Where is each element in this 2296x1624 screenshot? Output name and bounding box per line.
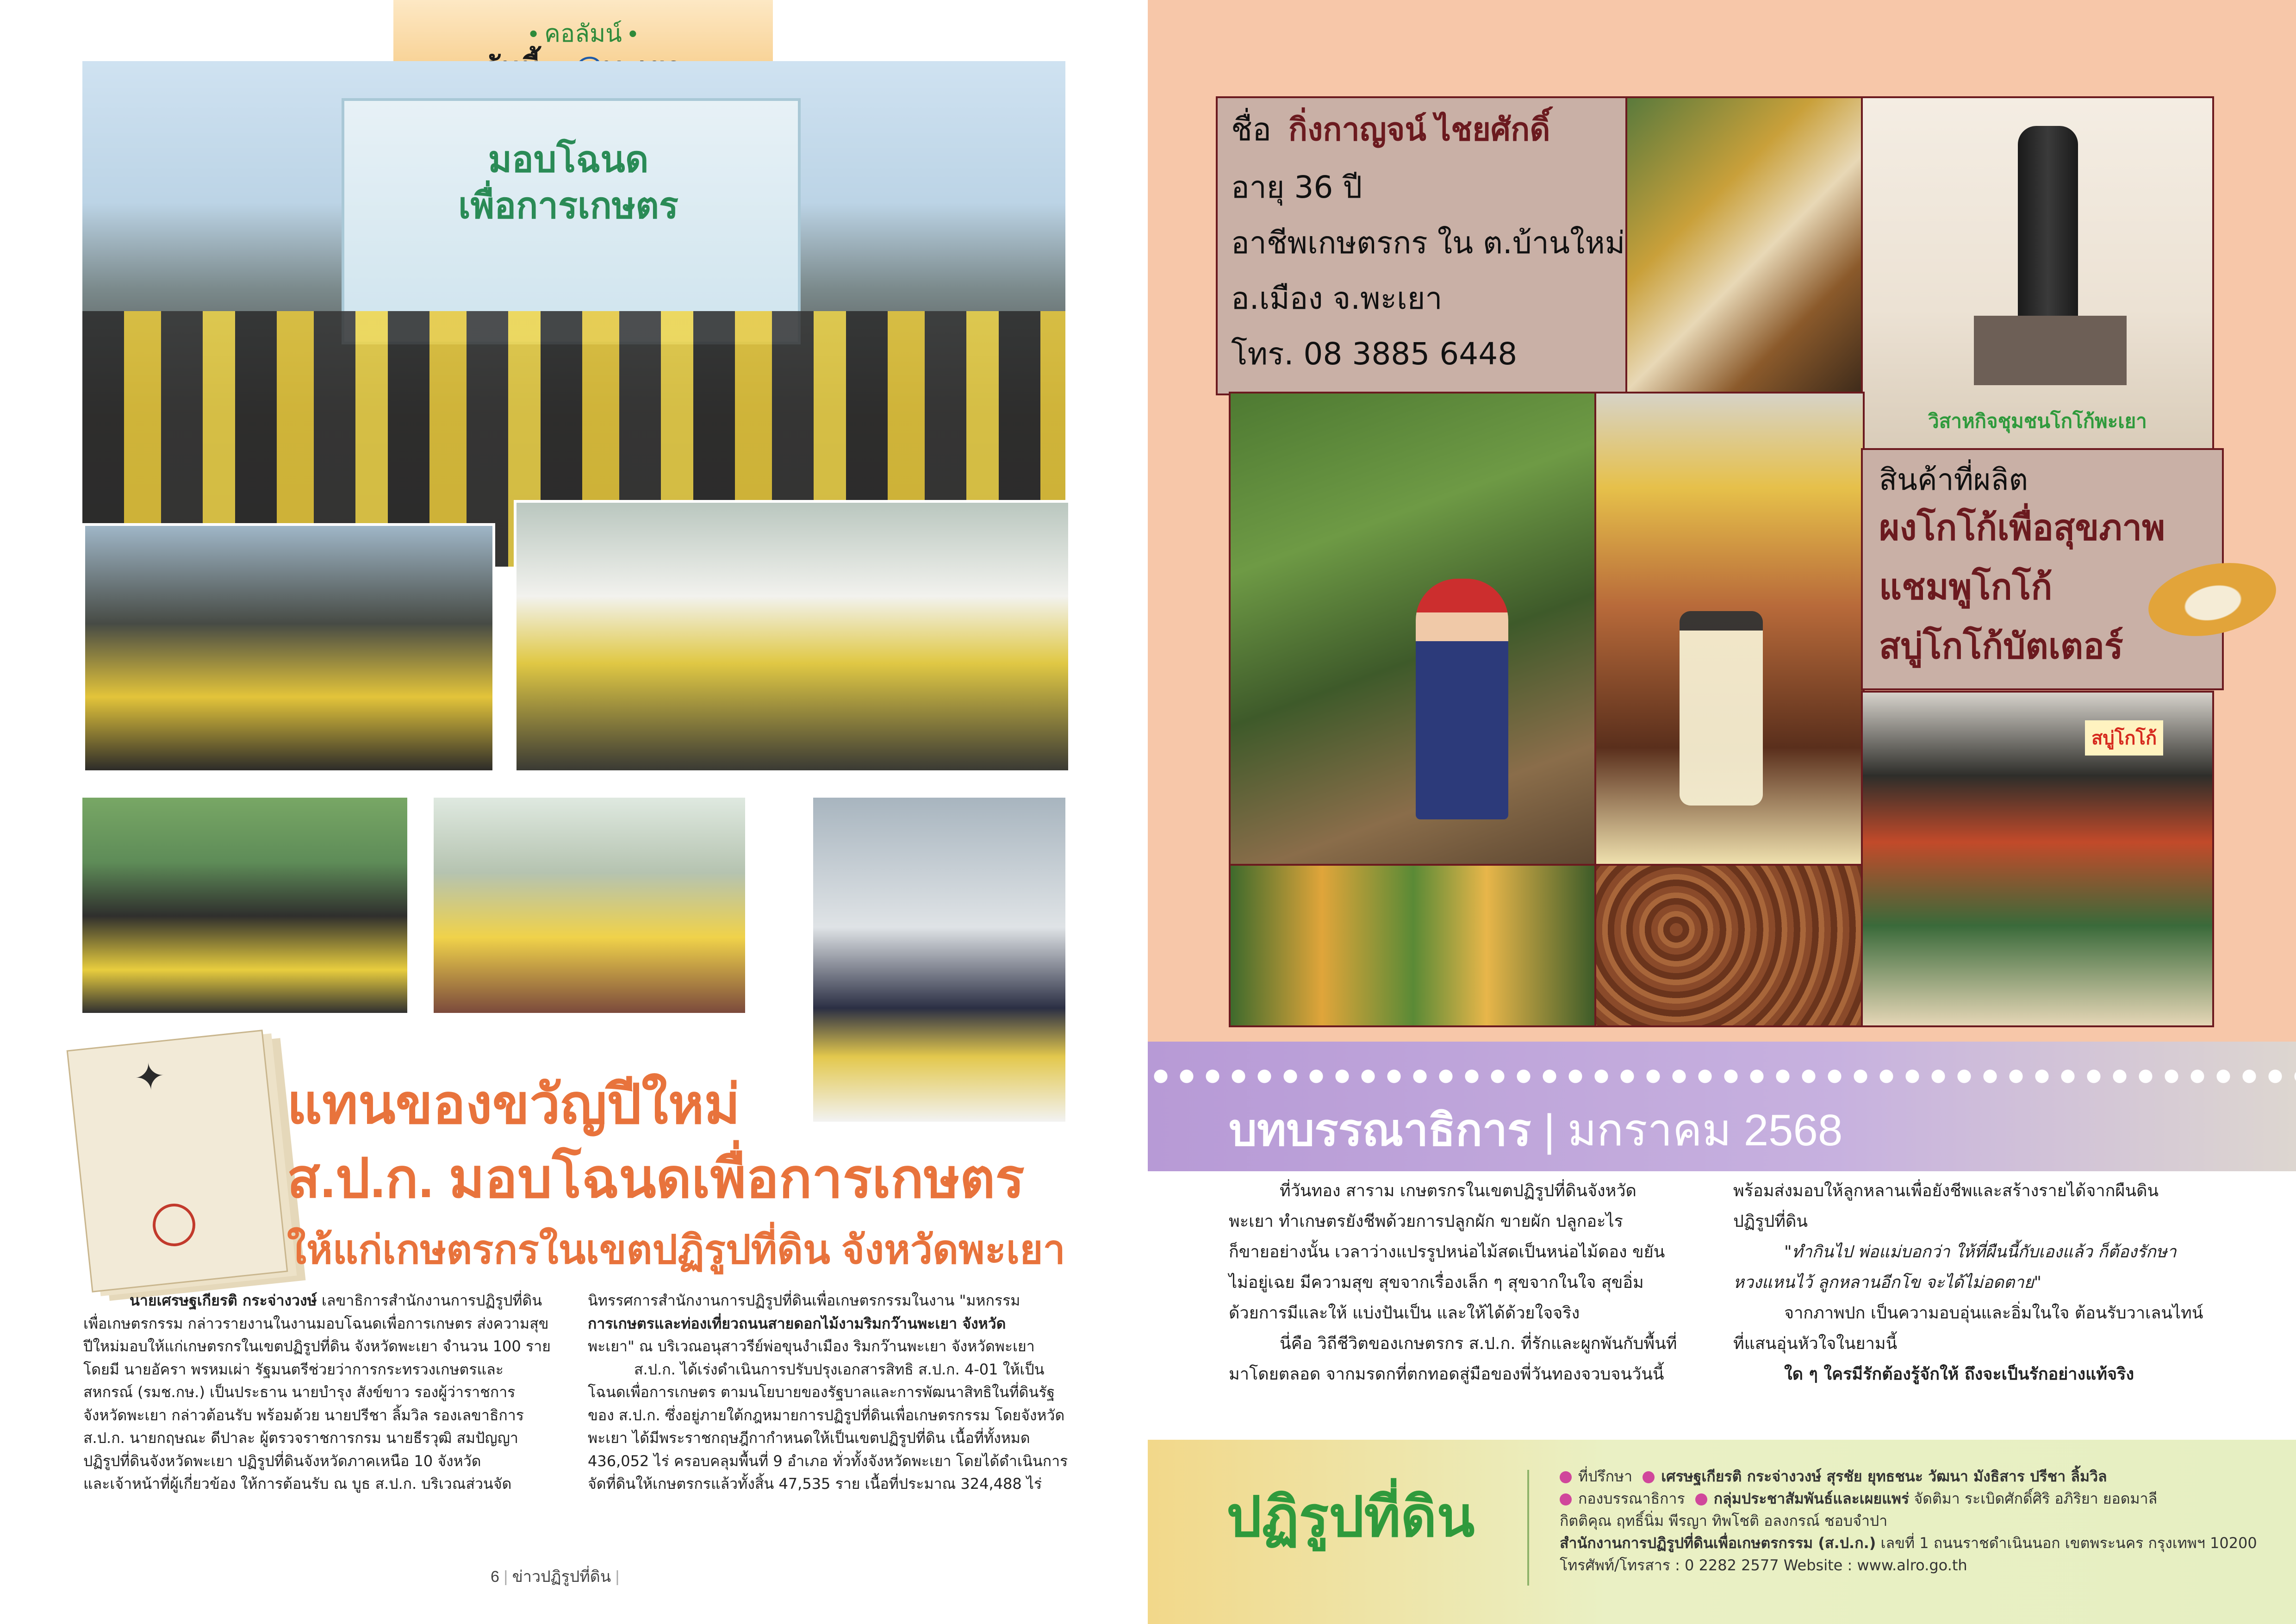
- article-line: จัดที่ดินให้เกษตรกรแล้วทั้งสิ้น 47,535 ราย เนื้อที่ประมาณ 324,488 ไร่: [588, 1475, 1042, 1493]
- farmer-figure: [1416, 579, 1508, 819]
- article-column-2: [588, 1289, 1069, 1496]
- products-title: สินค้าที่ผลิต: [1879, 463, 2028, 497]
- editorial-line: ไม่อยู่เฉย มีความสุข สุขจากเรื่องเล็ก ๆ สุขจากในใจ สุขอิ่ม: [1229, 1273, 1644, 1292]
- editorial-line: "ทำกินไป พ่อแม่บอกว่า ให้ที่ผืนนี้กับเองแล้ว ก็ต้องรักษา: [1784, 1243, 2177, 1262]
- editorial-line: หวงแหนไว้ ลูกหลานอีกโข จะได้ไม่อดตาย": [1733, 1273, 2042, 1292]
- headline-line3: ให้แก่เกษตรกรในเขตปฏิรูปที่ดิน จังหวัดพะเยา: [287, 1228, 1065, 1272]
- garuda-emblem-icon: ✦: [132, 1054, 168, 1100]
- roasted-beans-photo: [1594, 864, 1865, 1027]
- product-item: ผงโกโก้เพื่อสุขภาพ: [1879, 508, 2165, 548]
- banner-bottom-text: เพื่อการเกษตร: [458, 185, 678, 227]
- article-line: ปีใหม่มอบให้แก่เกษตรกรในเขตปฏิรูปที่ดิน จังหวัดพะเยา จำนวน 100 ราย: [83, 1337, 551, 1355]
- article-line: ของ ส.ป.ก. ซึ่งอยู่ภายใต้กฎหมายการปฏิรูปที่ดินเพื่อเกษตรกรรม โดยจังหวัด: [588, 1406, 1065, 1424]
- certificate-photo-left: [82, 523, 495, 773]
- bullet-icon: [1560, 1493, 1572, 1505]
- editorial-line: ปฏิรูปที่ดิน: [1733, 1212, 1808, 1231]
- headline-line1: แทนของขวัญปีใหม่: [287, 1074, 740, 1135]
- article-line: ส.ป.ก. นายกฤษณะ ดีปาละ ผู้ตรวจราชการกรม นายธีรวุฒิ สมปัญญา: [83, 1429, 518, 1447]
- product-brand: วิสาหกิจชุมชนโกโก้พะเยา: [1928, 410, 2147, 432]
- editorial-date: มกราคม 2568: [1567, 1106, 1843, 1155]
- page-number: 6: [491, 1568, 499, 1586]
- profile-name-label: ชื่อ: [1231, 112, 1271, 147]
- editor-row: กองบรรณาธิการ กลุ่มประชาสัมพันธ์และเผยแพร่ จัดติมา ระเบิดศักดิ์ศิริ อภิริยา ยอดมาลี: [1560, 1487, 2282, 1510]
- editorial-header: บทบรรณาธิการ | มกราคม 2568: [1229, 1106, 1843, 1155]
- org-row: สำนักงานการปฏิรูปที่ดินเพื่อเกษตรกรรม (ส.ป.ก.) เลขที่ 1 ถนนราชดำเนินนอก เขตพระนคร กรุงเทพฯ 10200: [1560, 1534, 2257, 1552]
- editorial-title: บทบรรณาธิการ: [1229, 1106, 1531, 1155]
- bullet-icon: [1560, 1471, 1572, 1483]
- editorial-column-2: [1733, 1176, 2224, 1390]
- farmer-cocoa-tree-photo: [1229, 392, 1598, 868]
- editorial-line: จากภาพปก เป็นความอบอุ่นและอิ่มในใจ ต้อนรับวาเลนไทน์: [1784, 1304, 2203, 1323]
- article-column-1: [83, 1289, 555, 1496]
- juice-bottle-icon: [1680, 611, 1763, 806]
- event-main-photo: [82, 61, 1065, 567]
- product-item: แชมพูโกโก้: [1879, 568, 2053, 607]
- editorial-line: ที่แสนอุ่นหัวใจในยามนี้: [1733, 1334, 1898, 1353]
- handshake-photo: [434, 798, 745, 1013]
- bullet-icon: [1643, 1471, 1655, 1483]
- editorial-line: พะเยา ทำเกษตรยังชีพด้วยการปลูกผัก ขายผัก ปลูกอะไร: [1229, 1212, 1623, 1231]
- product-jars-photo: [1861, 691, 2214, 1027]
- editorial-line: ด้วยการมีและให้ แบ่งปันเป็น และให้ได้ด้วยใจจริง: [1229, 1304, 1580, 1323]
- cocoa-fruit-photo: [1229, 864, 1598, 1027]
- article-line: ปฏิรูปที่ดินจังหวัดพะเยา ปฏิรูปที่ดินจังหวัดภาคเหนือ 10 จังหวัด: [83, 1452, 481, 1470]
- article-line: และเจ้าหน้าที่ผู้เกี่ยวข้อง ให้การต้อนรับ ณ บูธ ส.ป.ก. บริเวณส่วนจัด: [83, 1475, 512, 1493]
- page-footer: 6 | ข่าวปฏิรูปที่ดิน |: [491, 1568, 620, 1586]
- footer-label: ข่าวปฏิรูปที่ดิน: [512, 1568, 611, 1586]
- editorial-line: มาโดยตลอด จากมรดกที่ตกทอดสู่มือของพี่วันทองจวบจนวันนี้: [1229, 1365, 1664, 1384]
- article-line: โฉนดเพื่อการเกษตร ตามนโยบายของรัฐบาลและการพัฒนาสิทธิในที่ดินรัฐ: [588, 1383, 1055, 1401]
- handover-photo: [813, 798, 1065, 1122]
- masthead-credits: [1560, 1465, 2282, 1576]
- article-line: สหกรณ์ (รมช.กษ.) เป็นประธาน นายบำรุง สังข์ขาว รองผู้ว่าราชการ: [83, 1383, 516, 1401]
- soap-sign: สบู่โกโก้: [2085, 720, 2163, 756]
- article-line: พะเยา ได้มีพระราชกฤษฎีกากำหนดให้เป็นเขตปฏิรูปที่ดิน เนื้อที่ทั้งหมด: [588, 1429, 1030, 1447]
- officials-photo: [82, 798, 407, 1013]
- masthead-logo: ปฏิรูปที่ดิน: [1226, 1486, 1475, 1548]
- editorial-line: พร้อมส่งมอบให้ลูกหลานเพื่อยังชีพและสร้างรายได้จากผืนดิน: [1733, 1181, 2159, 1200]
- article-line: โดยมี นายอัครา พรหมเผ่า รัฐมนตรีช่วยว่าการกระทรวงเกษตรและ: [83, 1360, 504, 1378]
- profile-district: อ.เมือง จ.พะเยา: [1231, 281, 1443, 316]
- article-line: จังหวัดพะเยา กล่าวต้อนรับ พร้อมด้วย นายปรีชา ลิ้มวิล รองเลขาธิการ: [83, 1406, 524, 1424]
- headline-line2: ส.ป.ก. มอบโฉนดเพื่อการเกษตร: [287, 1148, 1025, 1209]
- editorial-dots: [1148, 1065, 2296, 1088]
- article-line: เพื่อเกษตรกรรม กล่าวรายงานในงานมอบโฉนดเพื่อการเกษตร ส่งความสุข: [83, 1314, 549, 1332]
- article-line: นิทรรศการสำนักงานการปฏิรูปที่ดินเพื่อเกษตรกรรมในงาน "มหกรรม: [588, 1292, 1020, 1309]
- cocoa-beans-photo: [1594, 392, 1865, 868]
- contact-row: โทรศัพท์/โทรสาร : 0 2282 2577 Website : www.alro.go.th: [1560, 1556, 1967, 1574]
- article-line: 436,052 ไร่ ครอบคลุมพื้นที่ 9 อำเภอ ทั่วทั้งจังหวัดพะเยา โดยได้ดำเนินการ: [588, 1452, 1068, 1470]
- profile-age: อายุ 36 ปี: [1231, 169, 1363, 205]
- editor-row-2: กิตติคุณ ฤทธิ์นิ่ม พีรญา ทิพโชติ อลงกรณ์ ชอบจำปา: [1560, 1512, 1888, 1530]
- bullet-icon: [1695, 1493, 1707, 1505]
- editorial-column-1: [1229, 1176, 1719, 1390]
- profile-name: กิ่งกาญจน์ ไชยศักดิ์: [1288, 112, 1550, 147]
- editorial-line: ที่วันทอง สาราม เกษตรกรในเขตปฏิรูปที่ดินจังหวัด: [1280, 1181, 1636, 1200]
- article-line: นายเศรษฐเกียรติ กระจ่างวงษ์ เลขาธิการสำนักงานการปฏิรูปที่ดิน: [130, 1292, 542, 1309]
- cocoa-pod-photo: [1625, 96, 1865, 395]
- certificate-photo-right: [514, 500, 1071, 773]
- shampoo-bottle-icon: [2018, 126, 2078, 325]
- article-line: ส.ป.ก. ได้เร่งดำเนินการปรับปรุงเอกสารสิทธิ ส.ป.ก. 4-01 ให้เป็น: [634, 1360, 1045, 1378]
- article-line: การเกษตรและท่องเที่ยวถนนสายดอกไม้งามริมกว๊านพะเยา จังหวัด: [588, 1314, 1006, 1332]
- masthead-divider: [1527, 1470, 1529, 1586]
- product-bottle-photo: [1861, 96, 2214, 452]
- advisor-row: ที่ปรึกษา เศรษฐเกียรติ กระจ่างวงษ์ สุรชัย ยุทธชนะ วัฒนา มังธิสาร ปรีชา ลิ้มวิล: [1560, 1465, 2282, 1487]
- profile-name-row: [1231, 104, 1550, 154]
- editorial-line: นี่คือ วิถีชีวิตของเกษตรกร ส.ป.ก. ที่รักและผูกพันกับพื้นที่: [1280, 1334, 1677, 1353]
- column-label: • คอลัมน์ •: [529, 20, 637, 47]
- article-line: พะเยา" ณ บริเวณอนุสาวรีย์พ่อขุนงำเมือง ริมกว๊านพะเยา จังหวัดพะเยา: [588, 1337, 1035, 1355]
- land-deed-image: [67, 1030, 288, 1293]
- editorial-line: ใด ๆ ใครมีรักต้องรู้จักให้ ถึงจะเป็นรักอย่างแท้จริง: [1784, 1365, 2134, 1384]
- profile-phone: โทร. 08 3885 6448: [1231, 336, 1518, 372]
- product-item: สบู่โกโก้บัตเตอร์: [1879, 627, 2123, 666]
- bottle-stand: [1974, 316, 2127, 385]
- editorial-line: ก็ขายอย่างนั้น เวลาว่างแปรรูปหน่อไม้สดเป็นหน่อไม้ดอง ขยัน: [1229, 1243, 1665, 1262]
- banner-top-text: มอบโฉนด: [488, 139, 649, 181]
- profile-job: อาชีพเกษตรกร ใน ต.บ้านใหม่: [1231, 225, 1625, 261]
